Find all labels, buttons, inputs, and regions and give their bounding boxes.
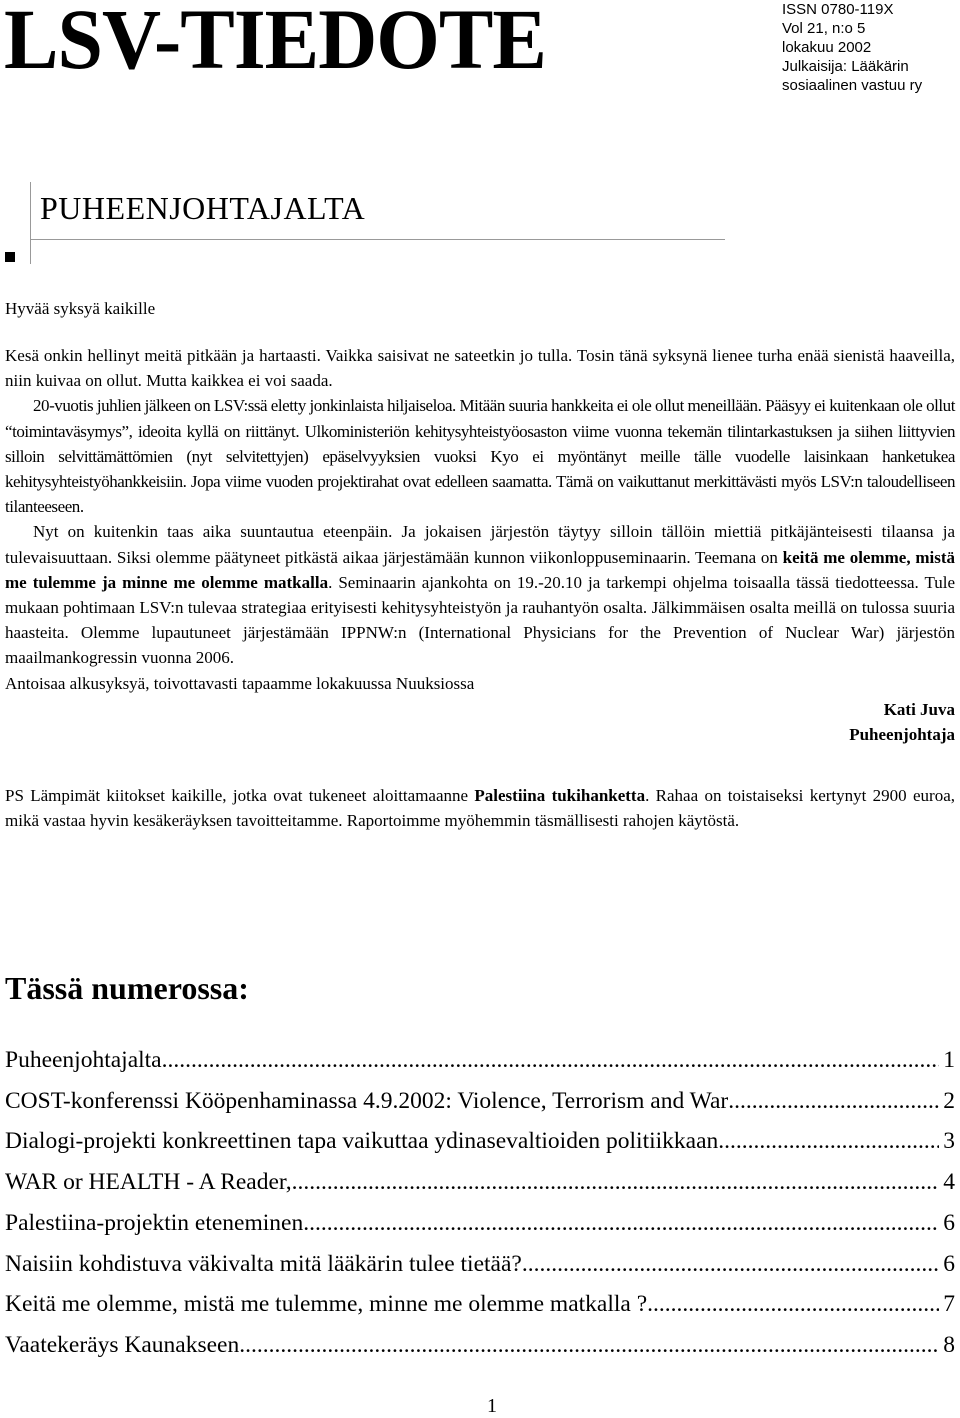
toc-item[interactable]: [5, 1040, 955, 1081]
toc-item-title: WAR or HEALTH - A Reader,: [5, 1169, 292, 1196]
toc-item-title: Puheenjohtajalta: [5, 1047, 162, 1073]
toc-item-title: Keitä me olemme, mistä me tulemme, minne me olemme matkalla ?: [5, 1291, 648, 1318]
toc-leader: [292, 1162, 940, 1203]
section-title: PUHEENJOHTAJALTA: [40, 190, 366, 226]
toc-item-page: 3: [943, 1128, 955, 1155]
masthead-title: LSV-TIEDOTE: [4, 0, 546, 87]
toc-item[interactable]: [5, 1162, 955, 1203]
postscript-text-a: PS Lämpimät kiitokset kaikille, jotka ovat tukeneet aloittamaanne: [5, 786, 475, 806]
postscript-project: Palestiina tukihanketta: [474, 786, 646, 806]
toc-item[interactable]: [5, 1325, 955, 1366]
article-paragraph-1: Kesä onkin hellinyt meitä pitkään ja hartaasti. Vaikka saisivat ne sateetkin jo tulla. Tosin tänä syksynä lienee turha enää sienistä haaveilla, niin kuivaa on ollut. Mutta kaikkea ei voi saada.: [5, 346, 955, 391]
toc-leader: [303, 1203, 939, 1244]
toc-leader: [647, 1284, 939, 1325]
toc-item-title: COST-konferenssi Kööpenhaminassa 4.9.2002: Violence, Terrorism and War: [5, 1087, 729, 1114]
page-number: 1: [487, 1395, 497, 1417]
toc-leader: [522, 1244, 939, 1285]
closing-line: Antoisaa alkusyksyä, toivottavasti tapaamme lokakuussa Nuuksiossa: [5, 673, 475, 693]
greeting: Hyvää syksyä kaikille: [5, 299, 156, 318]
issue-date: lokakuu 2002: [782, 39, 872, 56]
postscript: [5, 783, 955, 833]
article-paragraph-2: 20-vuotis juhlien jälkeen on LSV:ssä eletty jonkinlaista hiljaiseloa. Mitään suuria hankkeita ei ole ollut meneillään. Pääsyy ei kuitenkaan ole ollut “toimintaväsymys”, ideoita kyllä on riittänyt. Ulkoministeriön kehitysyhteistyöosaston viime vuonna tekemän tilintarkastuksen ja siihen liittyvien silloin selvittämättömien (nyt selvitettyjen) epäselvyyksien vuoksi Kyo ei myöntänyt meille tälle vuodelle laisinkaan hanketukea kehitysyhteistyöhankkeisiin. Jopa viime vuoden projektirahat ovat edelleen saamatta. Tämä on vaikuttanut merkittävästi myös LSV:n taloudelliseen tilanteeseen.: [5, 396, 955, 517]
toc-item[interactable]: [5, 1121, 955, 1162]
toc-item-page: 8: [943, 1331, 955, 1358]
toc-item-page: 4: [943, 1169, 955, 1196]
toc-item[interactable]: [5, 1284, 955, 1325]
article-body: [5, 343, 955, 834]
article-paragraph-3: [5, 519, 955, 670]
toc-item[interactable]: [5, 1203, 955, 1244]
publisher-line-2: sosiaalinen vastuu ry: [782, 77, 923, 94]
toc-leader: [162, 1040, 940, 1081]
toc-leader: [728, 1081, 939, 1122]
section-divider-horizontal: [30, 239, 725, 240]
signature-name: Kati Juva: [883, 699, 955, 719]
seminar-theme: keitä me olemme, mistä me tulemme ja minne me olemme matkalla: [5, 547, 955, 592]
volume: Vol 21, n:o 5: [782, 20, 866, 37]
toc-item[interactable]: [5, 1244, 955, 1285]
toc-item-title: Palestiina-projektin eteneminen: [5, 1209, 304, 1236]
toc-item-title: Vaatekeräys Kaunakseen: [5, 1331, 240, 1358]
signature-title: Puheenjohtaja: [849, 725, 955, 745]
toc-item-page: 6: [943, 1250, 955, 1277]
toc-list: [5, 1040, 955, 1366]
toc-item-page: 7: [943, 1291, 955, 1318]
toc-leader: [239, 1325, 939, 1366]
toc-leader: [718, 1121, 939, 1162]
section-divider-vertical: [30, 182, 31, 264]
paragraph-3-text-a: Nyt on kuitenkin taas aika suuntautua eteenpäin. Ja jokaisen järjestön täytyy silloin tällöin miettiä pitkäjänteisesti tilaansa ja tulevaisuuttaan. Siksi olemme päätyneet pitkästä aikaa järjestämään kunnon viikonloppuseminaarin. Teemana on: [5, 522, 955, 567]
toc-item-page: 6: [943, 1209, 955, 1236]
postscript-text-b: . Rahaa on toistaiseksi kertynyt 2900 euroa, mikä vastaa hyvin kesäkeräyksen tavoitteitamme. Raportoimme myöhemmin täsmällisesti rahojen käytöstä.: [5, 786, 956, 831]
masthead-info: [782, 0, 960, 95]
toc-item[interactable]: [5, 1081, 955, 1122]
publisher-line-1: Julkaisija: Lääkärin: [782, 58, 909, 75]
section-bullet-icon: [5, 252, 15, 262]
toc-item-page: 1: [943, 1047, 955, 1073]
toc-item-title: Naisiin kohdistuva väkivalta mitä lääkärin tulee tietää?: [5, 1250, 522, 1277]
paragraph-3-text-b: . Seminaarin ajankohta on 19.-20.10 ja tarkempi ohjelma toisaalla tässä tiedotteessa. Tule mukaan pohtimaan LSV:n tulevaa strategiaa erityisesti kehitysyhteistyön ja rauhantyön osalta. Jälkimmäisen osalta meillä on tulossa suuria haasteita. Olemme lupautuneet järjestämään IPPNW:n (International Physicians for the Prevention of Nuclear War) järjestön maailmankogressin vuonna 2006.: [5, 572, 956, 668]
toc-heading: Tässä numerossa:: [5, 970, 249, 1006]
issn: ISSN 0780-119X: [782, 1, 894, 18]
toc-item-page: 2: [943, 1087, 955, 1114]
toc-item-title: Dialogi-projekti konkreettinen tapa vaikuttaa ydinasevaltioiden politiikkaan: [5, 1128, 719, 1155]
